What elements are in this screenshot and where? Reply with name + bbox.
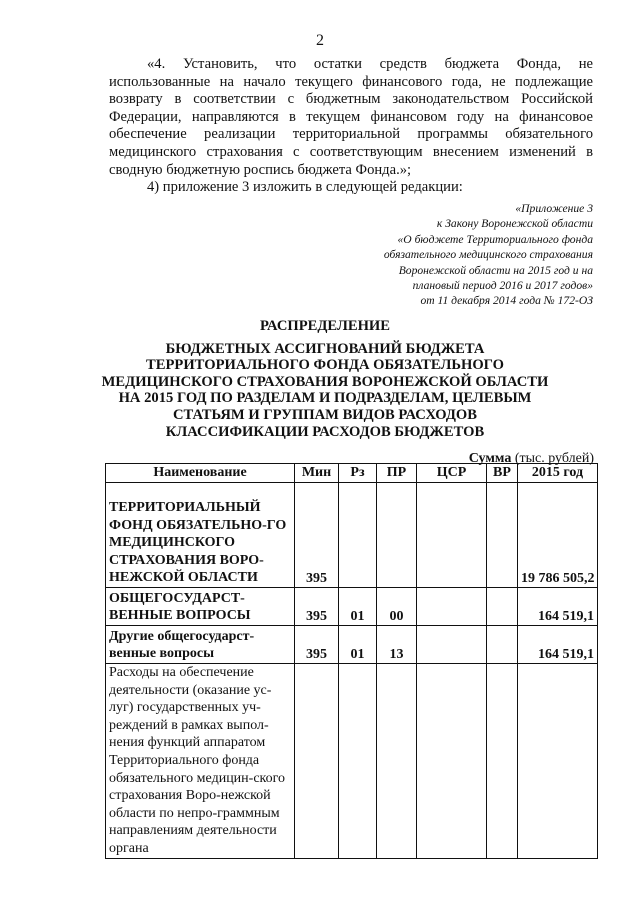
row-min: 395 [295,626,339,664]
row-amount [518,664,598,859]
sum-label-units: (тыс. рублей) [511,451,594,466]
appendix-line: к Закону Воронежской области [436,217,593,231]
page-number: 2 [316,32,324,49]
table-row [106,588,598,626]
row-name: ТЕРРИТОРИАЛЬНЫЙ ФОНД ОБЯЗАТЕЛЬНО-ГО МЕДИЦИНСКОГО СТРАХОВАНИЯ ВОРО-НЕЖСКОЙ ОБЛАСТИ [106,483,295,588]
appendix-line: «Приложение 3 [515,202,593,215]
row-amount: 164 519,1 [518,588,598,626]
sum-label-bold: Сумма [468,451,512,466]
table-row [106,483,598,588]
row-vr [487,664,518,859]
row-pr [377,483,417,588]
row-name: Другие общегосударст-венные вопросы [106,626,295,664]
row-amount: 164 519,1 [518,626,598,664]
appendix-reference [293,201,593,309]
row-name: Расходы на обеспечение деятельности (оказание ус-луг) государственных уч-реждений в рамках выпол-нения функций аппаратом Территориального фонда обязательного медицин-ского страхования Воро-нежской области по непро-граммным направлениям деятельности органа [106,664,295,859]
row-vr [487,626,518,664]
appendix-line: Воронежской области на 2015 год и на [398,263,593,277]
row-rz: 01 [339,588,377,626]
appendix-line: «О бюджете Территориального фонда [397,232,593,246]
row-name: ОБЩЕГОСУДАРСТ-ВЕННЫЕ ВОПРОСЫ [106,588,295,626]
header-min: Мин [295,464,339,483]
amendment-text [109,56,593,197]
header-csr: ЦСР [417,464,487,483]
header-year: 2015 год [518,464,598,483]
item-4: 4) приложение 3 изложить в следующей редакции: [147,179,463,196]
table-row [106,664,598,859]
row-rz [339,483,377,588]
title-heading: РАСПРЕДЕЛЕНИЕ [259,318,391,334]
header-rz: Рз [339,464,377,483]
row-csr [417,483,487,588]
row-amount: 19 786 505,2 [518,483,598,588]
header-vr: ВР [487,464,518,483]
header-pr: ПР [377,464,417,483]
header-name: Наименование [106,464,295,483]
appendix-line: плановый период 2016 и 2017 годов» [412,279,593,293]
row-min: 395 [295,483,339,588]
row-min [295,664,339,859]
appendix-line: обязательного медицинского страхования [383,248,593,262]
paragraph-4: «4. Установить, что остатки средств бюджета Фонда, не использованные на начало текущего финансового года, не подлежащие возврату в соответствии с бюджетным законодательством Российской Федерации, направляются в текущем финансовом году на финансовое обеспечение реализации территориальной программы обязательного медицинского страхования с соответствующим внесением изменений в сводную бюджетную роспись бюджета Фонда.»; [109,56,593,178]
appendix-line: от 11 декабря 2014 года № 172-ОЗ [420,294,593,308]
row-rz: 01 [339,626,377,664]
title-subheading: БЮДЖЕТНЫХ АССИГНОВАНИЙ БЮДЖЕТА ТЕРРИТОРИАЛЬНОГО ФОНДА ОБЯЗАТЕЛЬНОГО МЕДИЦИНСКОГО СТРАХОВАНИЯ ВОРОНЕЖСКОЙ ОБЛАСТИ НА 2015 ГОД ПО РАЗДЕЛАМ И ПОДРАЗДЕЛАМ, ЦЕЛЕВЫМ СТАТЬЯМ И ГРУППАМ ВИДОВ РАСХОДОВ КЛАССИФИКАЦИИ РАСХОДОВ БЮДЖЕТОВ [101,340,549,440]
row-csr [417,664,487,859]
budget-allocation-table [105,463,598,859]
row-rz [339,664,377,859]
row-csr [417,588,487,626]
row-vr [487,588,518,626]
row-csr [417,626,487,664]
row-vr [487,483,518,588]
document-title [100,318,550,440]
row-pr: 13 [377,626,417,664]
row-pr: 00 [377,588,417,626]
row-pr [377,664,417,859]
table-header-row [106,464,598,483]
table-row [106,626,598,664]
row-min: 395 [295,588,339,626]
